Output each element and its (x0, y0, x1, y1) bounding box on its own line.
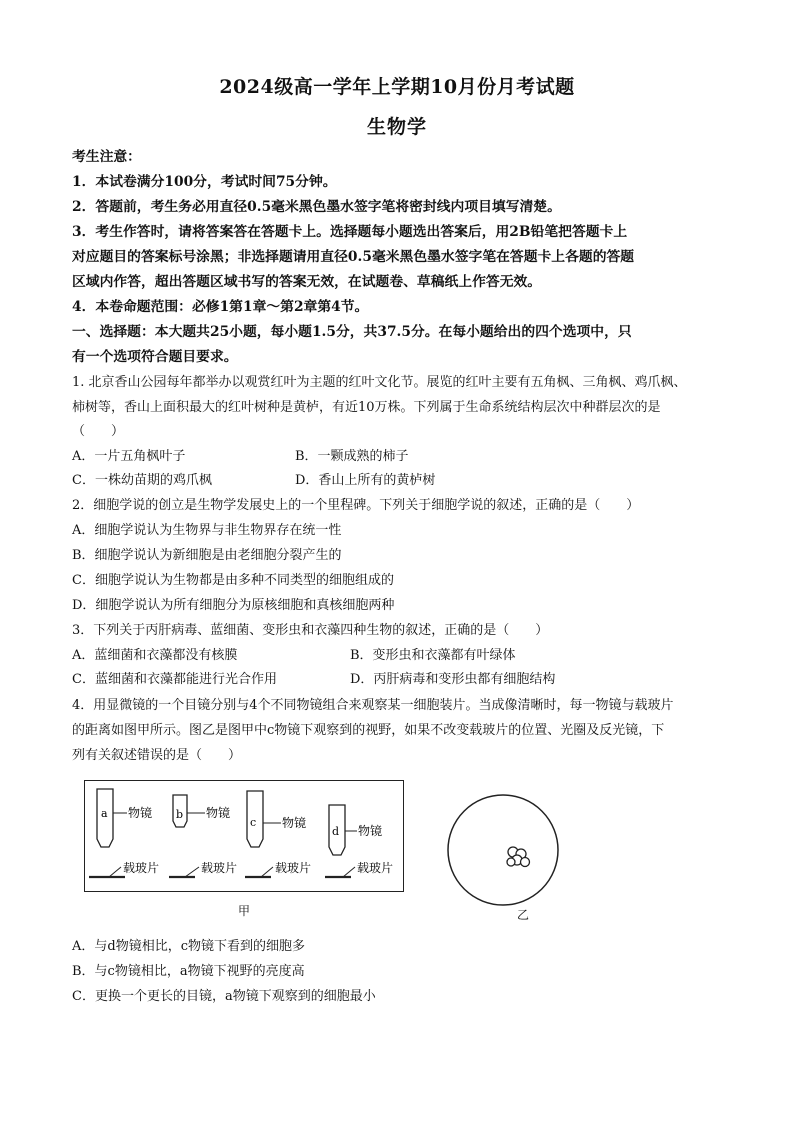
question-4-stem: 的距离如图甲所示。图乙是图甲中c物镜下观察到的视野，如果不改变载玻片的位置、光圈及反光镜，下 (72, 723, 665, 738)
slide-d (325, 860, 393, 877)
notice-item: 对应题目的答案标号涂黑；非选择题请用直径0.5毫米黑色墨水签字笔在答题卡上各题的答题 (72, 249, 635, 265)
question-3-option-c: C．蓝细菌和衣藻都能进行光合作用 (72, 672, 277, 687)
slide-d-label: 载玻片 (357, 861, 394, 875)
objective-c (247, 791, 306, 847)
section-heading: 一、选择题：本大题共25小题，每小题1.5分，共37.5分。在每小题给出的四个选项中，只 (72, 324, 632, 340)
question-2-option-a: A．细胞学说认为生物界与非生物界存在统一性 (72, 523, 342, 538)
notice-heading: 考生注意： (72, 149, 141, 165)
question-4-option-a: A．与d物镜相比，c物镜下看到的细胞多 (72, 939, 305, 954)
slide-c-label: 载玻片 (275, 861, 312, 875)
question-4-option-c: C．更换一个更长的目镜，a物镜下观察到的细胞最小 (72, 989, 376, 1004)
slide-b (169, 860, 237, 877)
question-1-option-a: A．一片五角枫叶子 (72, 449, 186, 464)
cell (507, 858, 515, 866)
cell (521, 858, 530, 867)
figure-jia-caption: 甲 (238, 904, 251, 918)
question-1-option-b: B．一颗成熟的柿子 (295, 449, 409, 464)
exam-title: 2024级高一学年上学期10月份月考试题 (219, 76, 575, 98)
objective-d (329, 805, 382, 855)
field-of-view-circle (448, 795, 558, 905)
objective-b (173, 795, 230, 827)
objective-d-letter: d (332, 825, 340, 838)
question-1-stem: （ ） (72, 424, 125, 439)
question-3-stem: 3．下列关于丙肝病毒、蓝细菌、变形虫和衣藻四种生物的叙述，正确的是（ ） (72, 623, 549, 638)
slide-a-label: 载玻片 (123, 861, 160, 875)
slide-a (89, 860, 159, 877)
question-3-option-a: A．蓝细菌和衣藻都没有核膜 (72, 648, 238, 663)
question-3-option-d: D．丙肝病毒和变形虫都有细胞结构 (350, 672, 556, 687)
notice-item: 4．本卷命题范围：必修1第1章～第2章第4节。 (72, 299, 369, 315)
question-2-option-d: D．细胞学说认为所有细胞分为原核细胞和真核细胞两种 (72, 598, 395, 613)
slide-b-label: 载玻片 (201, 861, 238, 875)
section-heading-cont: 有一个选项符合题目要求。 (72, 349, 238, 365)
question-2-option-c: C．细胞学说认为生物都是由多种不同类型的细胞组成的 (72, 573, 394, 588)
question-1-option-d: D．香山上所有的黄栌树 (295, 473, 436, 488)
question-3-option-b: B．变形虫和衣藻都有叶绿体 (350, 648, 516, 663)
question-1-option-c: C．一株幼苗期的鸡爪枫 (72, 473, 212, 488)
question-4-option-b: B．与c物镜相比，a物镜下视野的亮度高 (72, 964, 305, 979)
subject-title: 生物学 (366, 116, 427, 138)
objective-b-label: 物镜 (206, 806, 231, 820)
slide-c (245, 860, 311, 877)
objective-c-label: 物镜 (282, 816, 307, 830)
objective-d-label: 物镜 (358, 824, 383, 838)
objective-a (97, 789, 152, 847)
question-1-stem: 柿树等，香山上面积最大的红叶树种是黄栌，有近10万株。下列属于生命系统结构层次中种群层次的是 (72, 400, 661, 415)
question-4-stem: 4．用显微镜的一个目镜分别与4个不同物镜组合来观察某一细胞装片。当成像清晰时，每一物镜与载玻片 (72, 698, 674, 713)
notice-item: 1．本试卷满分100分，考试时间75分钟。 (72, 174, 337, 190)
notice-item: 区域内作答，超出答题区域书写的答案无效，在试题卷、草稿纸上作答无效。 (72, 274, 542, 290)
question-2-stem: 2．细胞学说的创立是生物学发展史上的一个里程碑。下列关于细胞学说的叙述，正确的是（ ） (72, 498, 640, 513)
notice-item: 2．答题前，考生务必用直径0.5毫米黑色墨水签字笔将密封线内项目填写清楚。 (72, 199, 561, 215)
figure-yi-caption: 乙 (517, 908, 530, 922)
question-2-option-b: B．细胞学说认为新细胞是由老细胞分裂产生的 (72, 548, 342, 563)
objectives-diagram (85, 781, 405, 893)
question-4-stem: 列有关叙述错误的是（ ） (72, 748, 242, 763)
objective-b-letter: b (176, 808, 184, 821)
objective-c-letter: c (250, 816, 257, 829)
question-1-stem: 1. 北京香山公园每年都举办以观赏红叶为主题的红叶文化节。展览的红叶主要有五角枫、三角枫、鸡爪枫、 (72, 375, 687, 390)
field-of-view-diagram (445, 792, 565, 912)
figure-jia-box (84, 780, 404, 892)
objective-a-letter: a (101, 807, 108, 820)
notice-item: 3．考生作答时，请将答案答在答题卡上。选择题每小题选出答案后，用2B铅笔把答题卡上 (72, 224, 628, 240)
objective-a-label: 物镜 (128, 806, 153, 820)
